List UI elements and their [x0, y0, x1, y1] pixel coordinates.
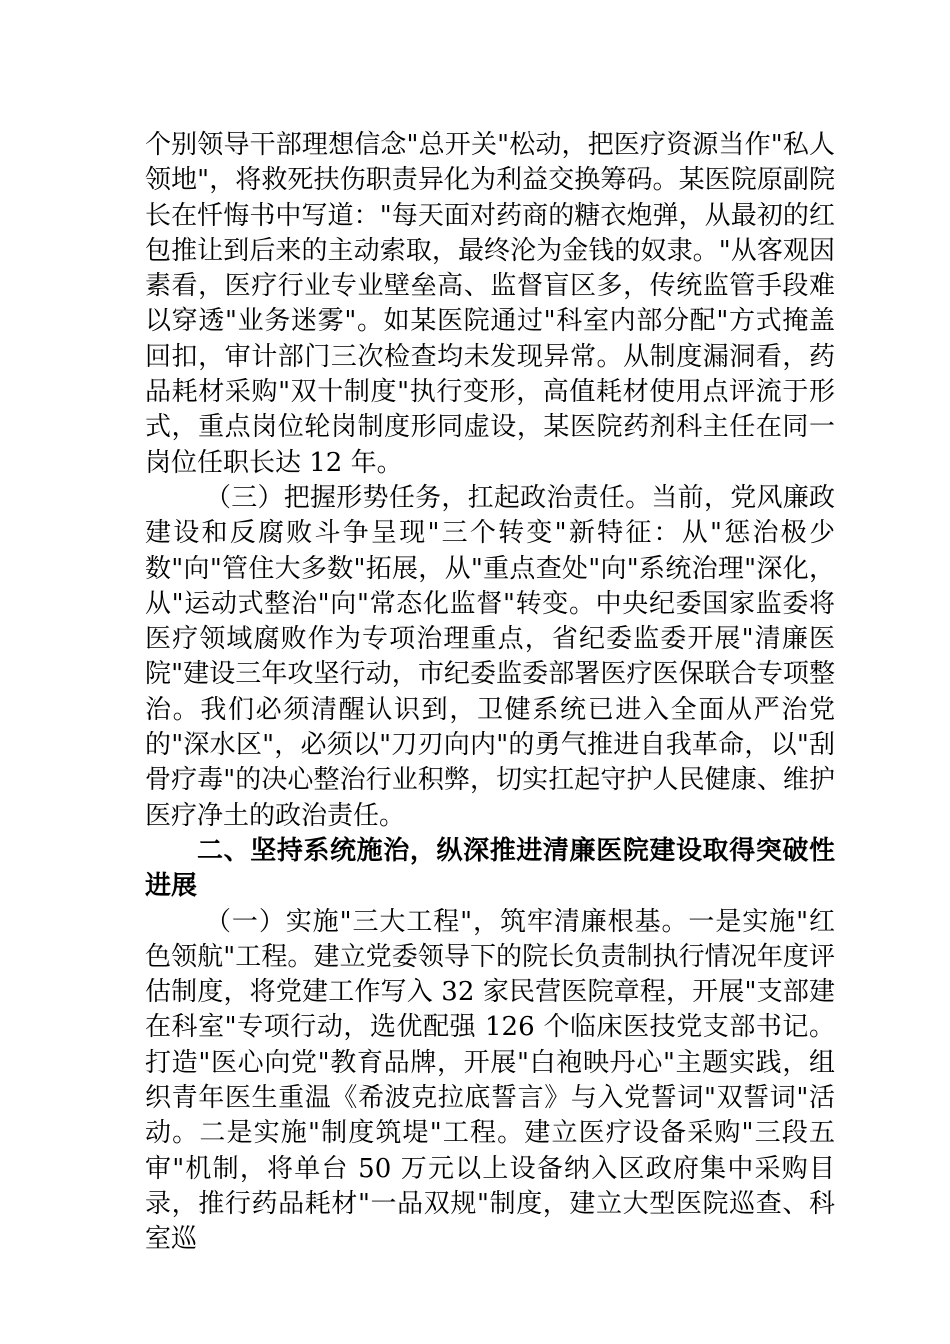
body-text	[145, 128, 835, 1258]
section-heading-two: 二、坚持系统施治，纵深推进清廉医院建设取得突破性进展	[145, 835, 835, 902]
paragraph-section-three: （三）把握形势任务，扛起政治责任。当前，党风廉政建设和反腐败斗争呈现"三个转变"新特征：从"惩治极少数"向"管住大多数"拓展，从"重点查处"向"系统治理"深化，从"运动式整治"向"常态化监督"转变。中央纪委国家监委将医疗领域腐败作为专项治理重点，省纪委监委开展"清廉医院"建设三年攻坚行动，市纪委监委部署医疗医保联合专项整治。我们必须清醒认识到，卫健系统已进入全面从严治党的"深水区"，必须以"刀刃向内"的勇气推进自我革命，以"刮骨疗毒"的决心整治行业积弊，切实扛起守护人民健康、维护医疗净土的政治责任。	[145, 482, 835, 831]
paragraph-subsection-one: （一）实施"三大工程"，筑牢清廉根基。一是实施"红色领航"工程。建立党委领导下的院长负责制执行情况年度评估制度，将党建工作写入 32 家民营医院章程，开展"支部建在科室"专项行动，选优配强 126 个临床医技党支部书记。打造"医心向党"教育品牌，开展"白袍映丹心"主题实践，组织青年医生重温《希波克拉底誓言》与入党誓词"双誓词"活动。二是实施"制度筑堤"工程。建立医疗设备采购"三段五审"机制，将单台 50 万元以上设备纳入区政府集中采购目录，推行药品耗材"一品双规"制度，建立大型医院巡查、科室巡	[145, 906, 835, 1255]
paragraph-continuation: 个别领导干部理想信念"总开关"松动，把医疗资源当作"私人领地"，将救死扶伤职责异化为利益交换筹码。某医院原副院长在忏悔书中写道："每天面对药商的糖衣炮弹，从最初的红包推让到后来的主动索取，最终沦为金钱的奴隶。"从客观因素看，医疗行业专业壁垒高、监督盲区多，传统监管手段难以穿透"业务迷雾"。如某医院通过"科室内部分配"方式掩盖回扣，审计部门三次检查均未发现异常。从制度漏洞看，药品耗材采购"双十制度"执行变形，高值耗材使用点评流于形式，重点岗位轮岗制度形同虚设，某医院药剂科主任在同一岗位任职长达 12 年。	[145, 130, 835, 478]
